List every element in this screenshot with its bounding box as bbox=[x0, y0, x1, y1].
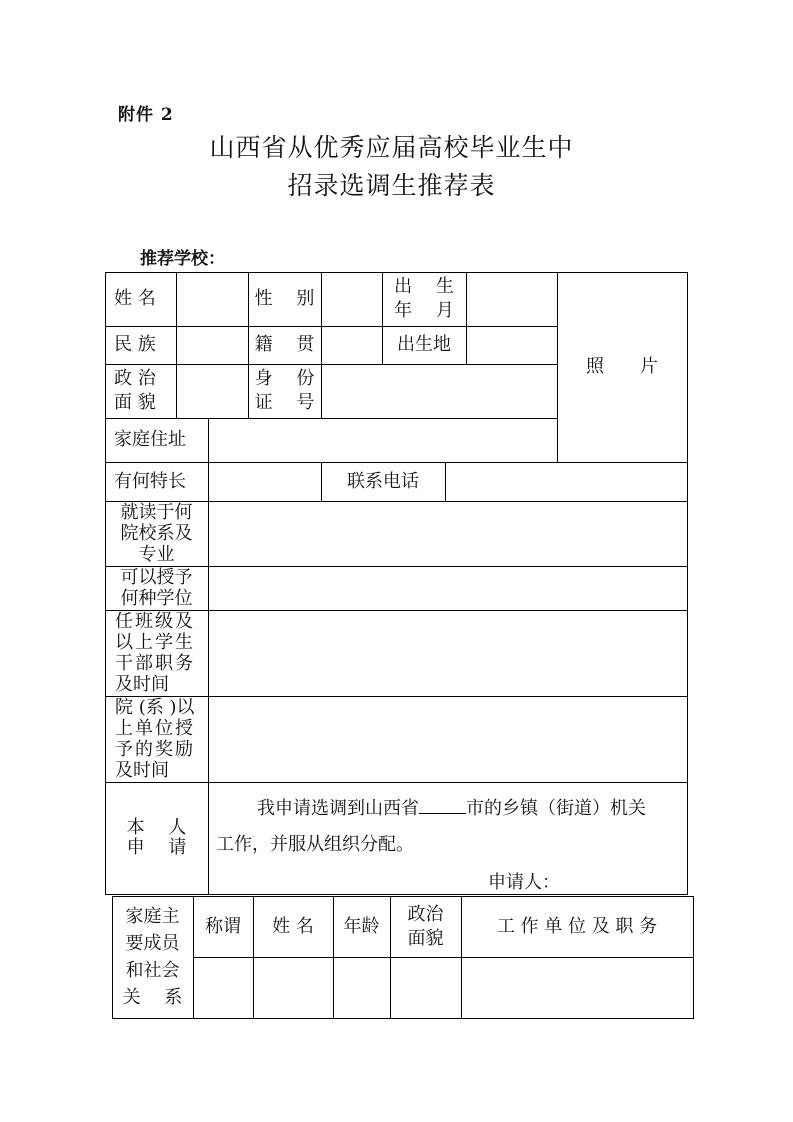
application-label-line2: 申 请 bbox=[126, 837, 187, 858]
home-address-field[interactable] bbox=[209, 419, 556, 461]
name-label: 姓 名 bbox=[114, 288, 156, 309]
family-relations-line: 和社会 bbox=[125, 960, 180, 981]
application-label-line1: 本 人 bbox=[126, 817, 187, 838]
degree-field[interactable] bbox=[209, 567, 686, 609]
school-major-label bbox=[105, 501, 208, 566]
family-age-field[interactable] bbox=[334, 958, 389, 1017]
gender-label: 性 别 bbox=[254, 288, 315, 309]
specialty-field[interactable] bbox=[209, 463, 320, 500]
column-header-age: 年龄 bbox=[343, 915, 380, 937]
table-line bbox=[693, 896, 694, 1019]
cadre-positions-line: 及时间 bbox=[115, 674, 169, 695]
birth-date-label bbox=[382, 272, 466, 326]
birthplace-label: 出生地 bbox=[397, 334, 451, 355]
awards-line: 及时间 bbox=[115, 760, 169, 781]
table-line bbox=[112, 1018, 694, 1019]
family-relations-line: 关 系 bbox=[122, 987, 183, 1008]
id-number-label-line2: 证 号 bbox=[254, 392, 315, 413]
id-number-field[interactable] bbox=[322, 365, 556, 417]
application-text-part1: 我申请选调到山西省 bbox=[257, 798, 419, 819]
id-number-label-line1: 身 份 bbox=[254, 368, 315, 389]
cadre-positions-line: 任班级及 bbox=[115, 611, 195, 632]
name-field[interactable] bbox=[177, 273, 247, 325]
birth-date-field[interactable] bbox=[467, 273, 556, 325]
city-blank-field[interactable] bbox=[419, 795, 466, 814]
degree-line: 何种学位 bbox=[120, 588, 193, 609]
column-header-political-line1: 政治 bbox=[407, 903, 444, 925]
awards-line: 予的奖励 bbox=[115, 739, 195, 760]
column-header-political-line2: 面貌 bbox=[407, 927, 444, 949]
column-header-political-status bbox=[390, 896, 461, 957]
awards-field[interactable] bbox=[209, 697, 686, 781]
id-number-label bbox=[248, 364, 321, 418]
specialty-label: 有何特长 bbox=[114, 470, 186, 492]
ethnicity-field[interactable] bbox=[177, 327, 247, 363]
family-political-field[interactable] bbox=[391, 958, 460, 1017]
awards-label bbox=[105, 696, 208, 782]
degree-line: 可以授予 bbox=[120, 567, 193, 588]
form-title-line2: 招录选调生推荐表 bbox=[287, 171, 496, 200]
political-status-field[interactable] bbox=[177, 365, 247, 417]
political-status-label-line2: 面 貌 bbox=[114, 392, 156, 413]
political-status-label-line1: 政 治 bbox=[114, 368, 156, 389]
awards-line: 上单位授 bbox=[115, 718, 195, 739]
table-line bbox=[687, 272, 688, 895]
cadre-positions-label bbox=[105, 610, 208, 696]
family-employer-field[interactable] bbox=[462, 958, 692, 1017]
photo-box[interactable]: 照 片 bbox=[586, 356, 658, 377]
column-header-title: 称谓 bbox=[205, 915, 241, 937]
awards-line: 院 (系 )以 bbox=[115, 697, 195, 718]
applicant-signature-label: 申请人： bbox=[488, 872, 560, 893]
gender-field[interactable] bbox=[322, 273, 381, 325]
native-place-label: 籍 贯 bbox=[254, 334, 315, 355]
family-relations-label bbox=[112, 896, 193, 1018]
family-title-field[interactable] bbox=[194, 958, 252, 1017]
application-label bbox=[105, 782, 208, 894]
school-major-line: 院校系及 bbox=[120, 523, 193, 544]
ethnicity-label: 民 族 bbox=[114, 334, 156, 355]
family-relations-line: 家庭主 bbox=[125, 906, 180, 927]
birth-date-label-line2: 年 月 bbox=[394, 300, 454, 321]
school-major-line: 就读于何 bbox=[120, 502, 193, 523]
recommending-school-label: 推荐学校： bbox=[140, 249, 225, 269]
cadre-positions-line: 干部职务 bbox=[115, 653, 195, 674]
application-statement-line1 bbox=[257, 794, 646, 820]
phone-field[interactable] bbox=[446, 463, 686, 500]
birth-date-label-line1: 出 生 bbox=[394, 276, 454, 297]
degree-label bbox=[105, 566, 208, 610]
application-text-part2: 市的乡镇（街道）机关 bbox=[466, 798, 646, 819]
table-line bbox=[105, 894, 688, 895]
home-address-label: 家庭住址 bbox=[114, 429, 186, 450]
family-relations-line: 要成员 bbox=[125, 933, 180, 954]
birthplace-field[interactable] bbox=[467, 327, 556, 363]
application-statement-line2: 工作，并服从组织分配。 bbox=[216, 834, 414, 855]
form-title-line1: 山西省从优秀应届高校毕业生中 bbox=[209, 133, 574, 162]
cadre-positions-line: 以上学生 bbox=[115, 632, 195, 653]
school-major-line: 专业 bbox=[138, 544, 175, 565]
native-place-field[interactable] bbox=[322, 327, 381, 363]
family-name-field[interactable] bbox=[254, 958, 332, 1017]
political-status-label bbox=[105, 364, 176, 418]
column-header-name: 姓 名 bbox=[272, 915, 314, 937]
column-header-employer-position: 工 作 单 位 及 职 务 bbox=[496, 915, 658, 937]
attachment-label: 附件 2 bbox=[118, 105, 174, 125]
school-major-field[interactable] bbox=[209, 502, 686, 565]
phone-label: 联系电话 bbox=[347, 470, 419, 492]
cadre-positions-field[interactable] bbox=[209, 611, 686, 695]
